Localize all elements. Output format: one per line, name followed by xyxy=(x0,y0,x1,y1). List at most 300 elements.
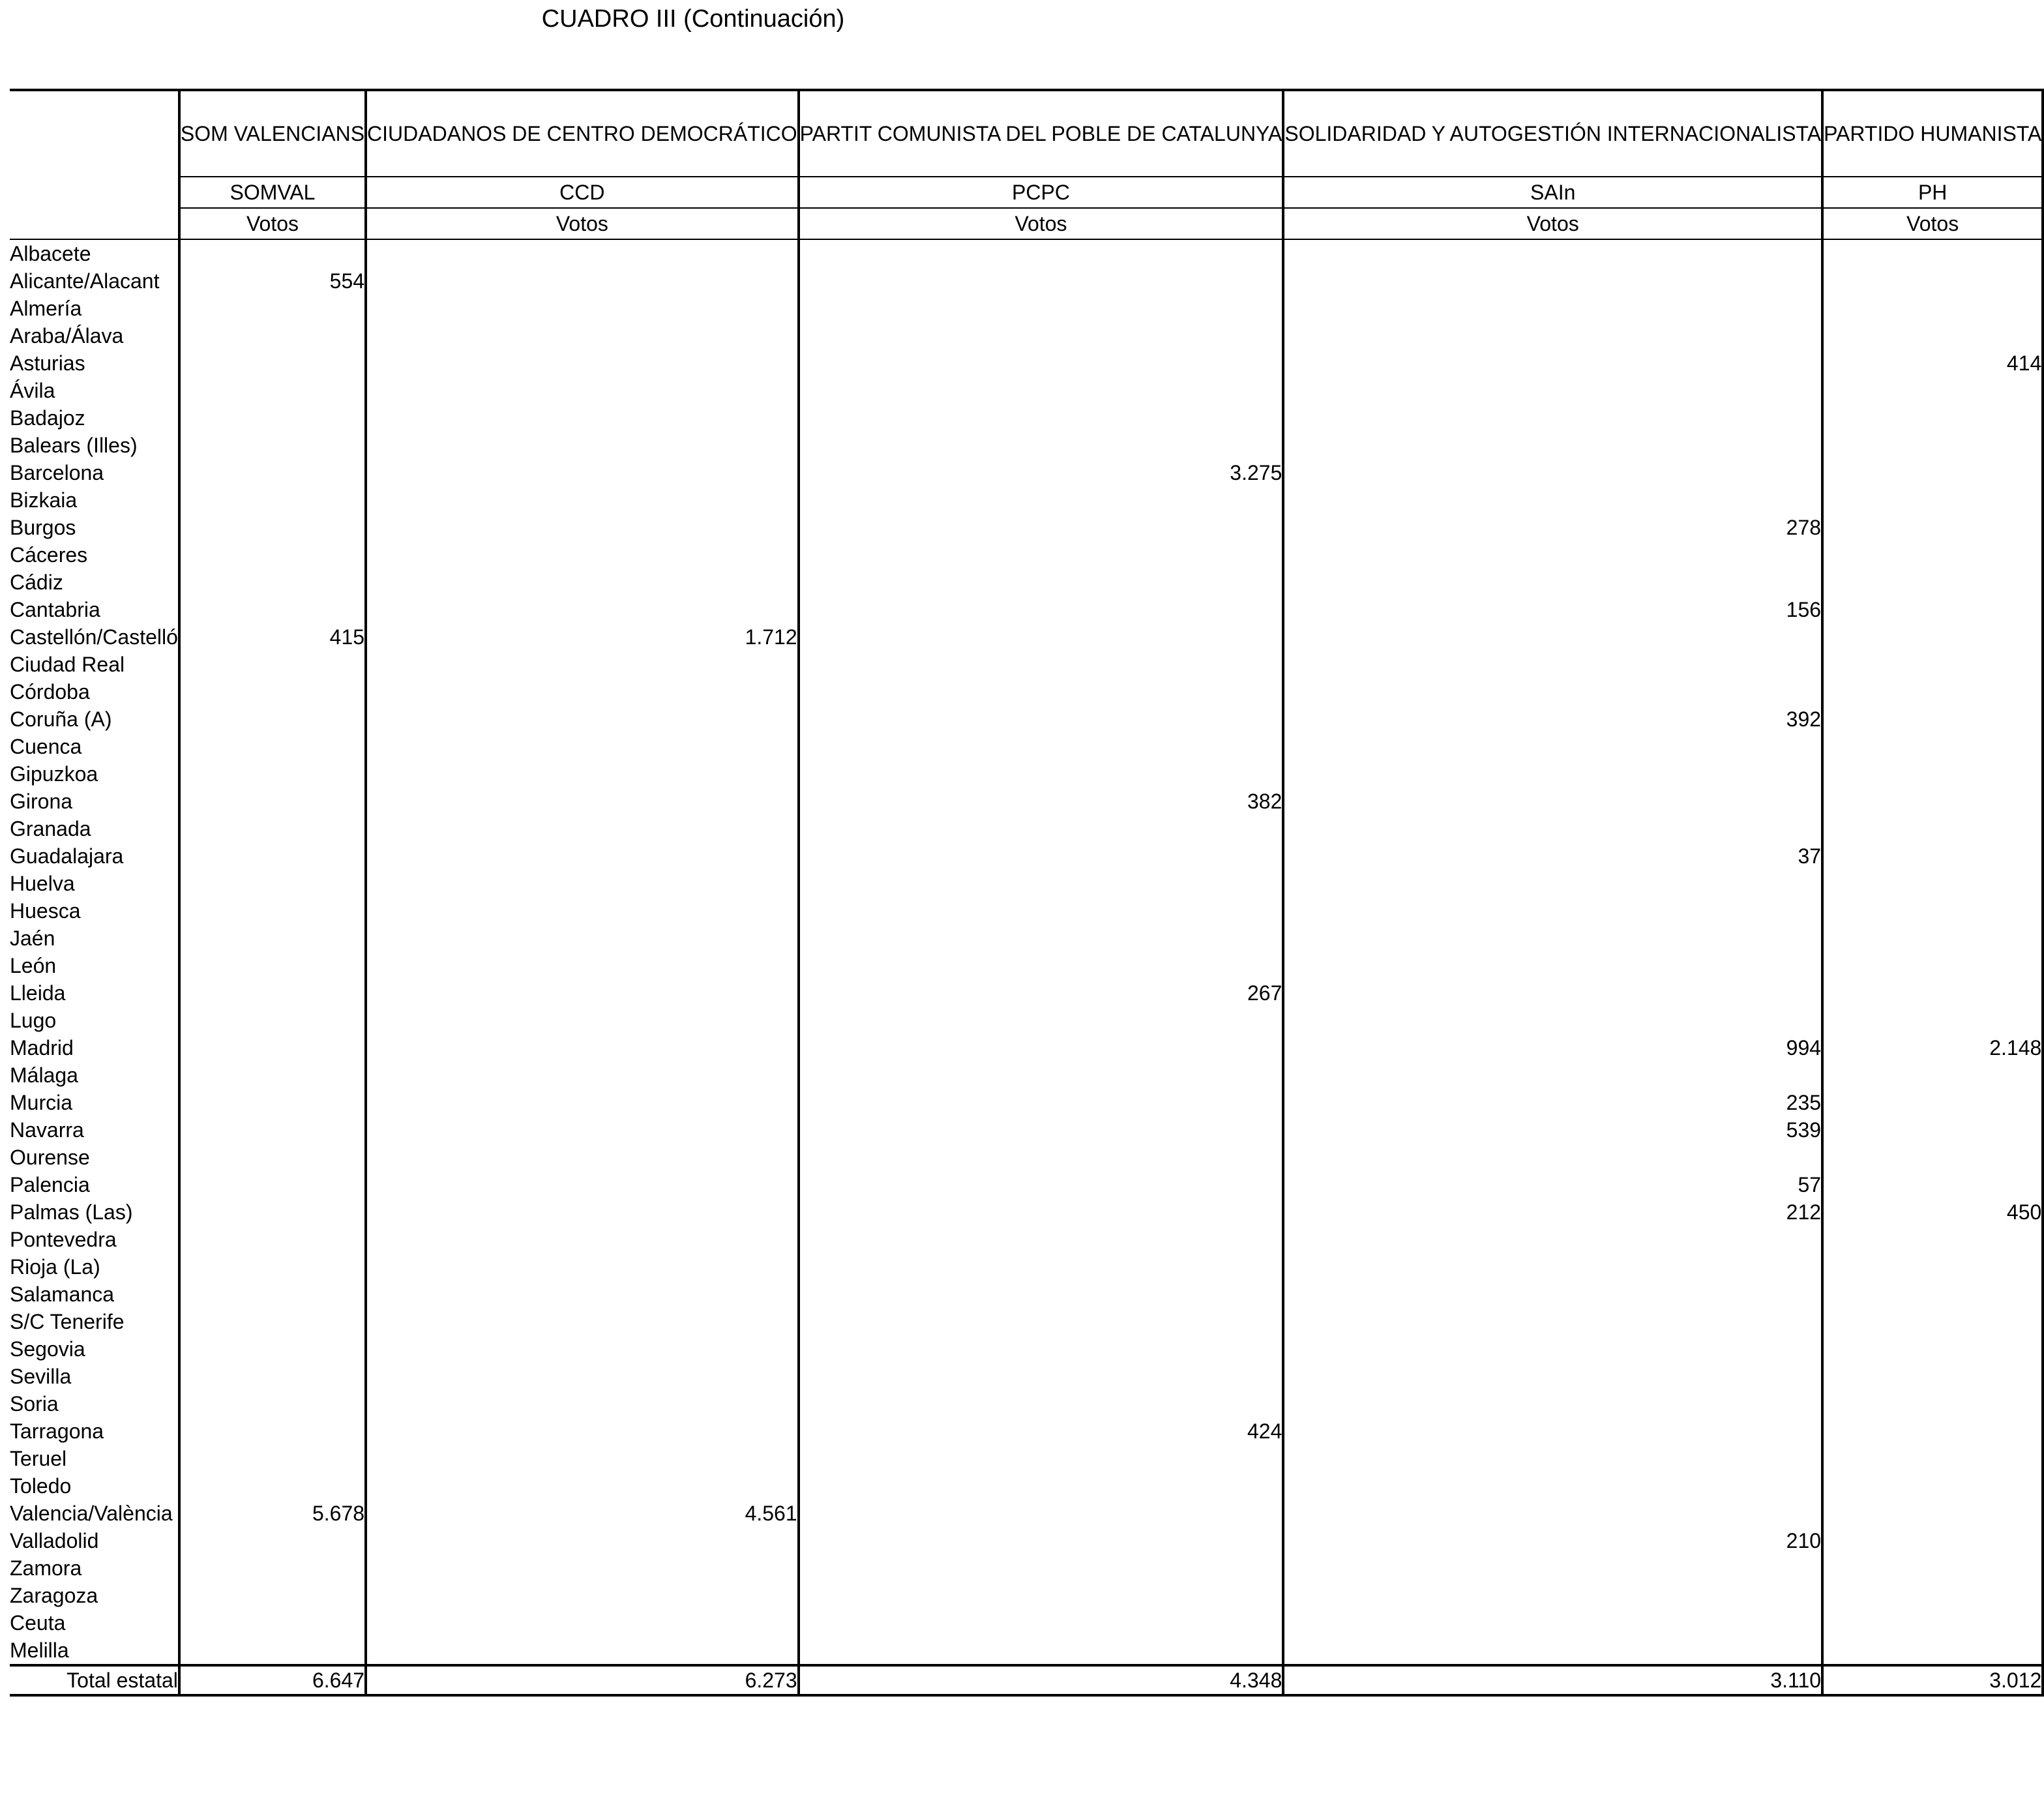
table-row xyxy=(10,788,2043,815)
vote-cell xyxy=(179,459,366,486)
vote-cell xyxy=(366,651,799,678)
province-name: Sevilla xyxy=(10,1365,72,1388)
table-row xyxy=(10,1281,2043,1308)
table-row xyxy=(10,1500,2043,1527)
province-name: Ávila xyxy=(10,379,55,402)
vote-cell: 57 xyxy=(1283,1171,1822,1198)
vote-cell xyxy=(366,678,799,705)
vote-cell xyxy=(366,1198,799,1226)
table-row xyxy=(10,1007,2043,1034)
vote-cell xyxy=(799,1061,1284,1089)
vote-cell xyxy=(799,1116,1284,1144)
vote-cell xyxy=(1822,1582,2043,1609)
vote-cell xyxy=(799,1637,1284,1665)
vote-cell xyxy=(799,705,1284,733)
vote-cell xyxy=(799,541,1284,569)
vote-cell xyxy=(1822,1527,2043,1554)
vote-cell xyxy=(1283,1500,1822,1527)
vote-cell xyxy=(366,1253,799,1281)
table-row xyxy=(10,541,2043,569)
vote-cell xyxy=(366,514,799,541)
vote-cell xyxy=(1822,1007,2043,1034)
vote-cell xyxy=(366,1171,799,1198)
vote-cell xyxy=(366,1363,799,1390)
province-name: Jaén xyxy=(10,927,55,950)
page-title: CUADRO III (Continuación) xyxy=(541,5,845,33)
vote-cell xyxy=(1283,1445,1822,1472)
vote-cell xyxy=(799,1198,1284,1226)
vote-cell xyxy=(1822,569,2043,596)
vote-cell xyxy=(799,1335,1284,1363)
vote-cell xyxy=(1822,295,2043,322)
vote-cell xyxy=(1283,1308,1822,1335)
province-name: Ceuta xyxy=(10,1611,66,1635)
vote-cell: 278 xyxy=(1283,514,1822,541)
table-row xyxy=(10,1390,2043,1417)
vote-cell xyxy=(366,459,799,486)
total-value: 6.647 xyxy=(179,1665,366,1695)
vote-cell xyxy=(799,1171,1284,1198)
vote-cell xyxy=(1283,1061,1822,1089)
vote-cell: 382 xyxy=(799,788,1284,815)
vote-cell xyxy=(179,1554,366,1582)
vote-cell xyxy=(366,1637,799,1665)
vote-cell xyxy=(799,432,1284,459)
vote-cell xyxy=(366,733,799,760)
vote-cell xyxy=(366,1308,799,1335)
vote-cell xyxy=(366,897,799,925)
vote-cell: 539 xyxy=(1283,1116,1822,1144)
vote-cell xyxy=(1283,1281,1822,1308)
vote-cell xyxy=(1822,1445,2043,1472)
vote-cell xyxy=(179,1144,366,1171)
table-row xyxy=(10,1226,2043,1253)
province-name: Melilla xyxy=(10,1639,69,1662)
province-name: Teruel xyxy=(10,1447,67,1470)
vote-cell: 37 xyxy=(1283,842,1822,870)
vote-cell xyxy=(1822,596,2043,623)
vote-cell xyxy=(1283,1335,1822,1363)
vote-cell xyxy=(799,486,1284,514)
vote-cell xyxy=(799,295,1284,322)
vote-cell xyxy=(366,870,799,897)
vote-cell xyxy=(366,979,799,1007)
province-name: Cáceres xyxy=(10,543,88,567)
table-row xyxy=(10,733,2043,760)
province-name: Cádiz xyxy=(10,571,63,594)
vote-cell xyxy=(179,1226,366,1253)
vote-cell xyxy=(1283,678,1822,705)
province-name: Gipuzkoa xyxy=(10,762,98,786)
vote-cell xyxy=(1283,1637,1822,1665)
vote-cell xyxy=(1822,1144,2043,1171)
vote-cell xyxy=(799,514,1284,541)
table-row xyxy=(10,842,2043,870)
vote-cell xyxy=(799,678,1284,705)
party-header-row xyxy=(10,90,2043,177)
vote-cell xyxy=(366,952,799,979)
vote-cell xyxy=(366,349,799,377)
vote-cell: 2.148 xyxy=(1822,1034,2043,1061)
vote-cell xyxy=(799,267,1284,295)
vote-cell xyxy=(179,514,366,541)
vote-cell: 994 xyxy=(1283,1034,1822,1061)
vote-cell xyxy=(799,870,1284,897)
vote-cell xyxy=(1822,1116,2043,1144)
vote-cell xyxy=(1822,1637,2043,1665)
vote-cell xyxy=(366,1335,799,1363)
party-abbr: PH xyxy=(1822,177,2043,208)
table-row xyxy=(10,623,2043,651)
table-row xyxy=(10,815,2043,842)
province-name: Castellón/Castelló xyxy=(10,625,178,649)
vote-cell xyxy=(179,1637,366,1665)
province-name: Toledo xyxy=(10,1474,72,1498)
total-value: 3.110 xyxy=(1283,1665,1822,1695)
table-row xyxy=(10,1253,2043,1281)
vote-cell: 450 xyxy=(1822,1198,2043,1226)
table-row xyxy=(10,267,2043,295)
party-abbr: SOMVAL xyxy=(179,177,366,208)
total-row xyxy=(10,1665,2043,1695)
vote-cell xyxy=(799,377,1284,404)
vote-cell xyxy=(1822,1171,2043,1198)
vote-cell: 414 xyxy=(1822,349,2043,377)
vote-cell xyxy=(799,1445,1284,1472)
province-name: Albacete xyxy=(10,242,91,265)
vote-cell xyxy=(1283,733,1822,760)
total-value: 3.012 xyxy=(1822,1665,2043,1695)
corner-cell xyxy=(10,90,179,177)
table-row xyxy=(10,349,2043,377)
vote-cell xyxy=(366,1527,799,1554)
vote-cell xyxy=(1822,870,2043,897)
province-name: Alicante/Alacant xyxy=(10,269,160,293)
vote-cell xyxy=(1283,925,1822,952)
vote-cell xyxy=(366,1390,799,1417)
province-name: S/C Tenerife xyxy=(10,1310,125,1333)
province-name: Valladolid xyxy=(10,1529,99,1552)
vote-cell xyxy=(799,322,1284,349)
vote-cell xyxy=(179,1253,366,1281)
vote-cell xyxy=(1283,1363,1822,1390)
vote-cell xyxy=(366,404,799,432)
vote-cell xyxy=(179,1417,366,1445)
province-name: Madrid xyxy=(10,1036,74,1060)
vote-cell xyxy=(799,1609,1284,1637)
table-row xyxy=(10,651,2043,678)
vote-cell xyxy=(799,1034,1284,1061)
province-name: Córdoba xyxy=(10,680,90,704)
vote-cell xyxy=(179,815,366,842)
table-row xyxy=(10,1089,2043,1116)
vote-cell xyxy=(1283,239,1822,267)
party-name: CIUDADANOS DE CENTRO DEMOCRÁTICO xyxy=(366,90,799,177)
vote-cell xyxy=(179,541,366,569)
vote-cell xyxy=(366,486,799,514)
vote-cell xyxy=(1283,486,1822,514)
vote-cell xyxy=(366,1417,799,1445)
vote-cell xyxy=(1283,952,1822,979)
vote-cell xyxy=(1822,815,2043,842)
table-row xyxy=(10,295,2043,322)
vote-cell xyxy=(1283,377,1822,404)
table-row xyxy=(10,952,2043,979)
table-row xyxy=(10,678,2043,705)
province-name: Araba/Álava xyxy=(10,324,124,348)
vote-cell xyxy=(179,788,366,815)
unit-row xyxy=(10,208,2043,239)
vote-cell xyxy=(1822,1335,2043,1363)
vote-cell xyxy=(1283,1144,1822,1171)
province-name: Cuenca xyxy=(10,735,82,758)
vote-cell xyxy=(179,1472,366,1500)
vote-cell xyxy=(1822,1089,2043,1116)
province-name: Lleida xyxy=(10,981,66,1005)
table-row xyxy=(10,1335,2043,1363)
vote-cell xyxy=(366,239,799,267)
vote-cell xyxy=(1283,870,1822,897)
vote-cell xyxy=(799,1308,1284,1335)
table-row xyxy=(10,569,2043,596)
vote-cell xyxy=(179,349,366,377)
vote-cell xyxy=(366,925,799,952)
party-name: SOLIDARIDAD Y AUTOGESTIÓN INTERNACIONALISTA xyxy=(1283,90,1822,177)
vote-cell xyxy=(799,651,1284,678)
vote-cell xyxy=(1283,651,1822,678)
vote-cell xyxy=(1283,815,1822,842)
table-row xyxy=(10,897,2043,925)
table-row xyxy=(10,596,2043,623)
vote-cell: 392 xyxy=(1283,705,1822,733)
vote-cell xyxy=(366,1554,799,1582)
vote-cell xyxy=(1283,569,1822,596)
vote-cell xyxy=(799,733,1284,760)
party-abbr: PCPC xyxy=(799,177,1284,208)
vote-cell: 415 xyxy=(179,623,366,651)
vote-cell: 212 xyxy=(1283,1198,1822,1226)
vote-cell: 235 xyxy=(1283,1089,1822,1116)
unit-label: Votos xyxy=(1822,208,2043,239)
votes-table xyxy=(10,89,2044,1697)
province-name: Málaga xyxy=(10,1063,78,1087)
vote-cell xyxy=(1283,541,1822,569)
vote-cell xyxy=(799,239,1284,267)
vote-cell xyxy=(366,1472,799,1500)
vote-cell xyxy=(179,705,366,733)
vote-cell xyxy=(179,1527,366,1554)
vote-cell xyxy=(799,1089,1284,1116)
province-name: Cantabria xyxy=(10,598,100,621)
vote-cell xyxy=(1822,267,2043,295)
vote-cell xyxy=(1822,705,2043,733)
vote-cell xyxy=(1283,897,1822,925)
vote-cell xyxy=(366,815,799,842)
party-abbr: CCD xyxy=(366,177,799,208)
vote-cell xyxy=(799,1527,1284,1554)
province-name: Asturias xyxy=(10,351,85,375)
vote-cell xyxy=(366,1089,799,1116)
table-row xyxy=(10,404,2043,432)
vote-cell: 424 xyxy=(799,1417,1284,1445)
table-row xyxy=(10,1144,2043,1171)
province-name: Granada xyxy=(10,817,91,840)
province-name: Segovia xyxy=(10,1337,85,1361)
vote-cell xyxy=(1822,486,2043,514)
vote-cell xyxy=(366,1007,799,1034)
vote-cell xyxy=(179,1609,366,1637)
vote-cell xyxy=(1822,678,2043,705)
table-row xyxy=(10,1061,2043,1089)
vote-cell xyxy=(1822,1472,2043,1500)
vote-cell xyxy=(1822,432,2043,459)
vote-cell xyxy=(799,1144,1284,1171)
vote-cell xyxy=(179,1007,366,1034)
province-name: Ourense xyxy=(10,1146,90,1169)
vote-cell xyxy=(179,842,366,870)
vote-cell xyxy=(179,952,366,979)
vote-cell xyxy=(1822,377,2043,404)
vote-cell xyxy=(1283,432,1822,459)
vote-cell xyxy=(1283,1226,1822,1253)
vote-cell xyxy=(179,979,366,1007)
vote-cell xyxy=(179,1445,366,1472)
vote-cell xyxy=(1283,760,1822,788)
vote-cell: 4.561 xyxy=(366,1500,799,1527)
vote-cell: 554 xyxy=(179,267,366,295)
vote-cell xyxy=(366,788,799,815)
table-row xyxy=(10,925,2043,952)
vote-cell xyxy=(179,760,366,788)
province-name: Lugo xyxy=(10,1009,57,1032)
vote-cell xyxy=(1283,979,1822,1007)
vote-cell xyxy=(179,678,366,705)
table-row xyxy=(10,432,2043,459)
province-name: Pontevedra xyxy=(10,1228,117,1251)
vote-cell xyxy=(1822,239,2043,267)
vote-cell xyxy=(799,842,1284,870)
vote-cell xyxy=(799,1582,1284,1609)
vote-cell xyxy=(179,432,366,459)
vote-cell xyxy=(799,897,1284,925)
vote-cell xyxy=(1822,651,2043,678)
party-name: PARTIT COMUNISTA DEL POBLE DE CATALUNYA xyxy=(799,90,1284,177)
vote-cell xyxy=(799,1253,1284,1281)
vote-cell xyxy=(366,705,799,733)
table-body xyxy=(10,239,2043,1665)
vote-cell xyxy=(1822,1363,2043,1390)
vote-cell xyxy=(1283,322,1822,349)
vote-cell xyxy=(1822,842,2043,870)
province-name: Guadalajara xyxy=(10,844,124,868)
vote-cell xyxy=(1283,1554,1822,1582)
vote-cell xyxy=(1283,1472,1822,1500)
table-row xyxy=(10,377,2043,404)
vote-cell xyxy=(366,267,799,295)
province-name: León xyxy=(10,954,57,977)
party-abbr: SAIn xyxy=(1283,177,1822,208)
vote-cell xyxy=(179,651,366,678)
vote-cell xyxy=(366,1034,799,1061)
party-abbr-row xyxy=(10,177,2043,208)
unit-label: Votos xyxy=(366,208,799,239)
province-name: Balears (Illes) xyxy=(10,434,138,457)
vote-cell xyxy=(1822,623,2043,651)
vote-cell xyxy=(366,1445,799,1472)
vote-cell xyxy=(799,1390,1284,1417)
province-name: Tarragona xyxy=(10,1419,104,1443)
vote-cell xyxy=(1822,788,2043,815)
table-row xyxy=(10,486,2043,514)
vote-cell xyxy=(179,1281,366,1308)
vote-cell xyxy=(1822,979,2043,1007)
vote-cell xyxy=(1822,897,2043,925)
table-row xyxy=(10,705,2043,733)
vote-cell xyxy=(1822,760,2043,788)
vote-cell xyxy=(1822,322,2043,349)
vote-cell xyxy=(179,404,366,432)
vote-cell xyxy=(1283,1007,1822,1034)
vote-cell xyxy=(179,486,366,514)
vote-cell xyxy=(179,1089,366,1116)
vote-cell xyxy=(799,349,1284,377)
vote-cell xyxy=(179,295,366,322)
vote-cell xyxy=(1283,1582,1822,1609)
party-name: SOM VALENCIANS xyxy=(179,90,366,177)
vote-cell xyxy=(1822,1417,2043,1445)
vote-cell xyxy=(366,1116,799,1144)
vote-cell xyxy=(366,760,799,788)
province-name: Ciudad Real xyxy=(10,653,125,676)
total-value: 4.348 xyxy=(799,1665,1284,1695)
province-name: Murcia xyxy=(10,1091,73,1114)
vote-cell xyxy=(179,569,366,596)
province-name: Girona xyxy=(10,790,73,813)
vote-cell xyxy=(179,870,366,897)
province-name: Almería xyxy=(10,297,82,320)
table-row xyxy=(10,1472,2043,1500)
vote-cell xyxy=(366,1144,799,1171)
vote-cell: 267 xyxy=(799,979,1284,1007)
vote-cell xyxy=(1822,514,2043,541)
unit-label: Votos xyxy=(799,208,1284,239)
vote-cell xyxy=(179,1061,366,1089)
total-label: Total estatal xyxy=(10,1665,179,1695)
vote-cell xyxy=(1822,1390,2043,1417)
vote-cell xyxy=(179,1308,366,1335)
vote-cell xyxy=(1822,952,2043,979)
vote-cell xyxy=(366,541,799,569)
vote-cell xyxy=(1822,459,2043,486)
vote-cell xyxy=(366,1061,799,1089)
vote-cell xyxy=(179,1363,366,1390)
vote-cell xyxy=(366,295,799,322)
vote-cell xyxy=(799,569,1284,596)
vote-cell xyxy=(366,596,799,623)
vote-cell: 156 xyxy=(1283,596,1822,623)
province-name: Palencia xyxy=(10,1173,90,1196)
table-row xyxy=(10,1171,2043,1198)
table-row xyxy=(10,1198,2043,1226)
vote-cell xyxy=(1283,295,1822,322)
vote-cell xyxy=(179,897,366,925)
vote-cell: 3.275 xyxy=(799,459,1284,486)
table-row xyxy=(10,1554,2043,1582)
vote-cell: 5.678 xyxy=(179,1500,366,1527)
vote-cell xyxy=(1283,788,1822,815)
vote-cell xyxy=(799,815,1284,842)
vote-cell xyxy=(799,623,1284,651)
